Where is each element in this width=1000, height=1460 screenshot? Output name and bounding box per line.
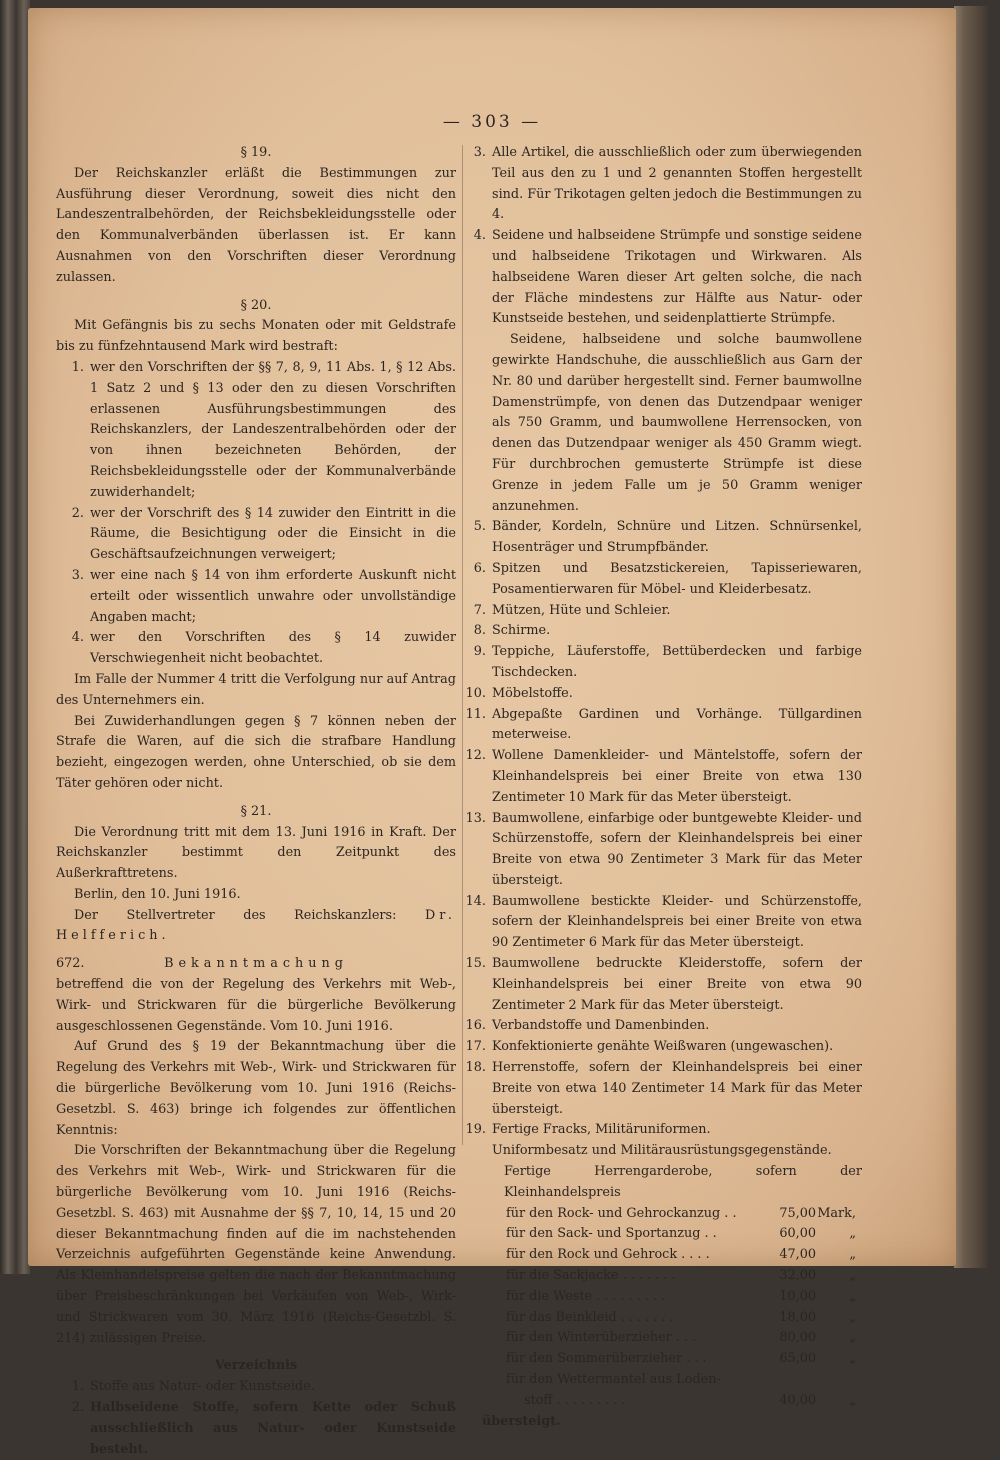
index-item: 8. Schirme. [473, 623, 551, 639]
announcement-subtitle: betreffend die von der Regelung des Verkehrs mit Web-, Wirk- und Strickwaren für die bürgerliche Bevölkerung ausgeschlossenen Gegenstände. Vom 10. Juni 1916. [56, 977, 456, 1034]
price-row: für den Sommerüberzieher . . . 65,00 „ [506, 1351, 856, 1367]
index-item: 1. Stoffe aus Natur- oder Kunstseide. [71, 1379, 315, 1395]
signature-prefix: Der Stellvertreter des Reichskanzlers: [74, 907, 397, 923]
section-20-paragraph: Im Falle der Nummer 4 tritt die Verfolgung nur auf Antrag des Unternehmers ein. [56, 671, 456, 708]
index-item: 16. Verbandstoffe und Damenbinden. [465, 1018, 710, 1034]
announcement-title: Bekanntmachung [164, 956, 348, 972]
closing-text: übersteigt. [482, 1413, 561, 1429]
index-item: 9. Teppiche, Läuferstoffe, Bettüberdecken und farbige Tischdecken. [473, 644, 862, 680]
section-20-title: § 20. [240, 297, 272, 313]
price-row: für den Wettermantel aus Loden- [506, 1372, 721, 1388]
index-item: 17. Konfektionierte genähte Weißwaren (ungewaschen). [465, 1039, 834, 1055]
price-row: für den Rock- und Gehrockanzug . . 75,00 Mark, [506, 1205, 856, 1221]
list-item: 2. wer der Vorschrift des § 14 zuwider den Eintritt in die Räume, die Besichtigung oder die Einsicht in die Geschäftsaufzeichnungen verweigert; [71, 505, 456, 563]
left-column [56, 143, 456, 1460]
index-item-continuation: Seidene, halbseidene und solche baumwollene gewirkte Handschuhe, die ausschließlich aus Garn der Nr. 80 und darüber hergestellt sind. Ferner baumwollne Damenstrümpfe, von denen das Dutzendpaar weniger als 750 Gramm, und baumwollene Herrensocken, von denen das Dutzendpaar weniger als 450 Gramm wiegt. Für durchbrochen gemusterte Strümpfe ist diese Grenze in jedem Falle um je 50 Gramm weniger anzunehmen. [492, 332, 862, 514]
index-item: 4. Seidene und halbseidene Strümpfe und sonstige seidene und halbseidene Trikotagen und Wirkwaren. Als halbseidene Waren dieser Art gelten solche, die nach der Fläche mindestens zur Hälfte aus Natur- oder Kunstseide bestehen, und seidenplattierte Strümpfe. [473, 228, 862, 327]
index-item-continuation: Uniformbesatz und Militärausrüstungsgegenstände. [492, 1143, 832, 1159]
index-item: 2. Halbseidene Stoffe, sofern Kette oder Schuß ausschließlich aus Natur- oder Kunstseide besteht. [71, 1400, 456, 1457]
price-row: für den Sack- und Sportanzug . . 60,00 „ [506, 1226, 856, 1242]
page-edges [954, 6, 988, 1268]
index-item: 5. Bänder, Kordeln, Schnüre und Litzen. Schnürsenkel, Hosenträger und Strumpfbänder. [473, 519, 862, 556]
section-19-text: Der Reichskanzler erläßt die Bestimmungen zur Ausführung dieser Verordnung, soweit dies nicht den Landeszentralbehörden, der Reichsbekleidungsstelle oder den Kommunalverbänden überlassen ist. Er kann Ausnahmen von den Vorschriften dieser Verordnung zulassen. [56, 165, 456, 285]
index-item: 19. Fertige Fracks, Militäruniformen. [465, 1122, 711, 1138]
index-item: 15. Baumwollene bedruckte Kleiderstoffe, sofern der Kleinhandelspreis bei einer Breite von etwa 90 Zentimeter 2 Mark für das Meter übersteigt. [465, 956, 862, 1013]
signature-name: Dr. Helfferich. [56, 907, 456, 944]
index-item: 18. Herrenstoffe, sofern der Kleinhandelspreis bei einer Breite von etwa 140 Zentimeter 14 Mark für das Meter übersteigt. [465, 1060, 862, 1117]
index-item: 12. Wollene Damenkleider- und Mäntelstoffe, sofern der Kleinhandelspreis bei einer Breite von etwa 130 Zentimeter 10 Mark für das Meter übersteigt. [465, 748, 862, 805]
section-19-title: § 19. [240, 145, 272, 160]
price-row: für die Weste . . . . . . . . . 10,00 „ [506, 1288, 856, 1304]
announcement-paragraph: Die Vorschriften der Bekanntmachung über die Regelung des Verkehrs mit Web-, Wirk- und Strickwaren für die bürgerliche Bevölkerung vom 10. Juni 1916 (Reichs-Gesetzbl. S. 463) mit Ausnahme der §§ 7, 10, 14, 15 und 20 dieser Bekanntmachung finden auf die im nachstehenden Verzeichnis aufgeführten Gegenstände keine Anwendung. Als Kleinhandelspreise gelten die nach der Bekanntmachung über Preisbeschränkungen bei Verkäufen von Web-, Wirk- und Strickwaren vom 30. März 1916 (Reichs-Gesetzbl. S. 214) zulässigen Preise. [56, 1143, 456, 1346]
book-binding [0, 0, 30, 1274]
announcement-number: 672. [56, 956, 85, 972]
announcement-heading [56, 954, 456, 975]
price-row: für den Winterüberzieher . . . 80,00 „ [506, 1330, 856, 1346]
right-column [458, 143, 862, 1432]
price-row: für das Beinkleid . . . . . . . 18,00 „ [506, 1309, 856, 1325]
index-item: 11. Abgepaßte Gardinen und Vorhänge. Tüllgardinen meterweise. [465, 706, 862, 743]
section-21-title: § 21. [240, 803, 272, 819]
signature-place-date: Berlin, den 10. Juni 1916. [74, 886, 241, 902]
index-item: 14. Baumwollene bestickte Kleider- und Schürzenstoffe, sofern der Kleinhandelspreis bei einer Breite von etwa 90 Zentimeter 6 Mark für das Meter übersteigt. [465, 893, 862, 951]
price-row: stoff . . . . . . . . . 40,00 „ [524, 1392, 856, 1408]
section-20-paragraph: Bei Zuwiderhandlungen gegen § 7 können neben der Strafe die Waren, auf die sich die strafbare Handlung bezieht, eingezogen werden, ohne Unterschied, ob sie dem Täter gehören oder nicht. [56, 713, 456, 791]
price-row: für die Sackjacke . . . . . . . 32,00 „ [506, 1268, 856, 1284]
index-item-continuation: Fertige Herrengarderobe, sofern der Kleinhandelspreis [504, 1164, 862, 1200]
announcement-paragraph: Auf Grund des § 19 der Bekanntmachung über die Regelung des Verkehrs mit Web-, Wirk- und Strickwaren für die bürgerliche Bevölkerung vom 10. Juni 1916 (Reichs-Gesetzbl. S. 463) bringe ich folgendes zur öffentlichen Kenntnis: [56, 1039, 456, 1138]
page-number: — 303 — [442, 112, 542, 132]
signature-line [56, 906, 456, 948]
list-item: 1. wer den Vorschriften der §§ 7, 8, 9, 11 Abs. 1, § 12 Abs. 1 Satz 2 und § 13 oder den zu diesen Vorschriften erlassenen Ausführungsbestimmungen des Reichskanzlers, der Landeszentralbehörden oder der von ihnen bezeichneten Behörden, der Reichsbekleidungsstelle oder der Kommunalverbände zuwiderhandelt; [71, 359, 456, 500]
index-title: Verzeichnis [214, 1358, 298, 1374]
index-item: 3. Alle Artikel, die ausschließlich oder zum überwiegenden Teil aus den zu 1 und 2 genannten Stoffen hergestellt sind. Für Trikotagen gelten jedoch die Bestimmungen zu 4. [473, 145, 862, 223]
index-item: 10. Möbelstoffe. [465, 685, 573, 701]
index-item: 7. Mützen, Hüte und Schleier. [473, 602, 671, 618]
index-item: 13. Baumwollene, einfarbige oder buntgewebte Kleider- und Schürzenstoffe, sofern der Kleinhandelspreis bei einer Breite von etwa 90 Zentimeter 3 Mark für das Meter übersteigt. [465, 810, 862, 888]
price-row: für den Rock und Gehrock . . . . 47,00 „ [506, 1247, 856, 1263]
list-item: 4. wer den Vorschriften des § 14 zuwider Verschwiegenheit nicht beobachtet. [71, 630, 456, 667]
section-20-intro: Mit Gefängnis bis zu sechs Monaten oder mit Geldstrafe bis zu fünfzehntausend Mark wird bestraft: [56, 318, 456, 355]
list-item: 3. wer eine nach § 14 von ihm erforderte Auskunft nicht erteilt oder wissentlich unwahre oder unvollständige Angaben macht; [71, 567, 456, 625]
section-21-text: Die Verordnung tritt mit dem 13. Juni 1916 in Kraft. Der Reichskanzler bestimmt den Zeitpunkt des Außerkrafttretens. [56, 824, 456, 882]
index-item: 6. Spitzen und Besatzstickereien, Tapisseriewaren, Posamentierwaren für Möbel- und Kleiderbesatz. [473, 560, 862, 597]
